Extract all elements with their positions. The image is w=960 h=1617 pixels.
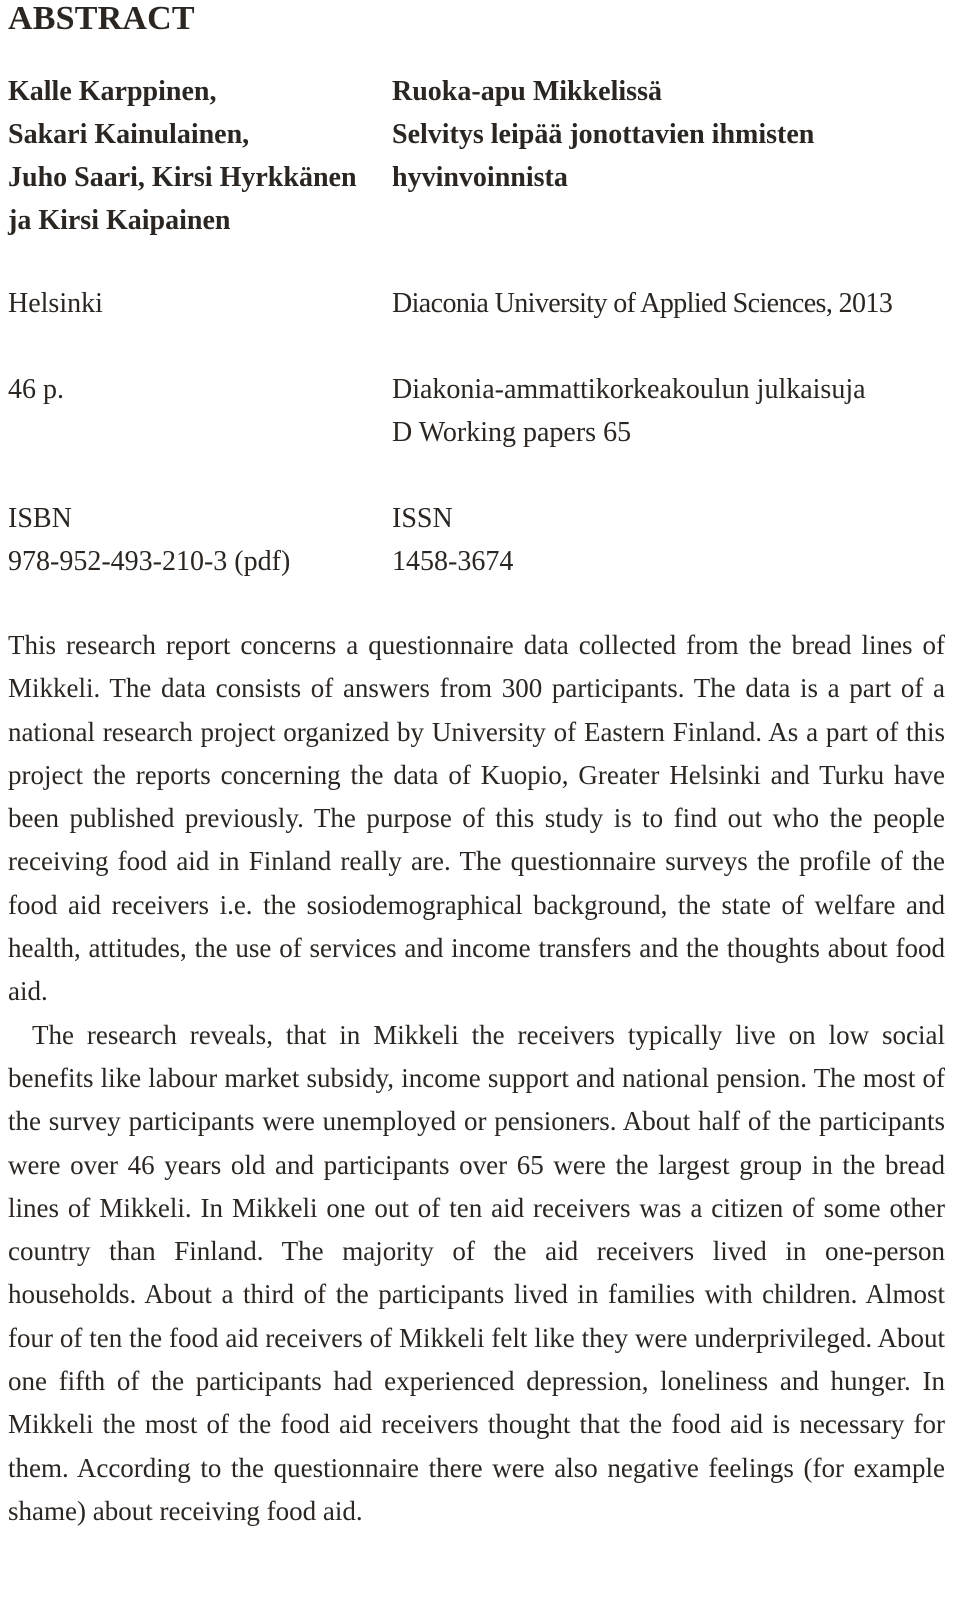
series-block xyxy=(392,368,948,454)
place-text: Helsinki xyxy=(8,288,103,319)
page-count-text: 46 p. xyxy=(8,374,64,405)
author-line: Kalle Karppinen, xyxy=(8,76,217,107)
series-line: Diakonia-ammattikorkeakoulun julkaisuja xyxy=(392,374,866,405)
abstract-heading: ABSTRACT xyxy=(8,0,195,37)
series-line: D Working papers 65 xyxy=(392,417,632,448)
publisher-text: Diaconia University of Applied Sciences, 2013 xyxy=(392,288,893,319)
issn-label: ISSN xyxy=(392,503,453,534)
author-line: Sakari Kainulainen, xyxy=(8,119,250,150)
abstract-body xyxy=(8,624,945,1533)
title-line: hyvinvoinnista xyxy=(392,162,568,193)
title-line: Ruoka-apu Mikkelissä xyxy=(392,76,662,107)
abstract-paragraph: The research reveals, that in Mikkeli the receivers typically live on low social benefits like labour market subsidy, income support and national pension. The most of the survey participants were unemployed or pensioners. About half of the participants were over 46 years old and participants over 65 were the largest group in the bread lines of Mikkeli. In Mikkeli one out of ten aid receivers was a citizen of some other country than Finland. The majority of the aid receivers lived in one-person households. About a third of the participants lived in families with children. Almost four of ten the food aid receivers of Mikkeli felt like they were underprivileged. About one fifth of the participants had experienced depression, loneliness and hunger. In Mikkeli the most of the food aid receivers thought that the food aid is necessary for them. According to the questionnaire there were also negative feelings (for example shame) about receiving food aid. xyxy=(8,1019,945,1526)
title-line: Selvitys leipää jonottavien ihmisten xyxy=(392,119,815,150)
isbn-value: 978-952-493-210-3 (pdf) xyxy=(8,546,291,577)
authors-block xyxy=(8,70,388,242)
publisher xyxy=(392,282,948,325)
isbn-label: ISBN xyxy=(8,503,72,534)
issn-block xyxy=(392,497,948,583)
abstract-paragraph: This research report concerns a questionnaire data collected from the bread lines of Mikkeli. The data consists of answers from 300 participants. The data is a part of a national research project organized by University of Eastern Finland. As a part of this project the reports concerning the data of Kuopio, Greater Helsinki and Turku have been published previously. The purpose of this study is to find out who the people receiving food aid in Finland really are. The questionnaire surveys the profile of the food aid receivers i.e. the sosiodemographical background, the state of welfare and health, attitudes, the use of services and income transfers and the thoughts about food aid. xyxy=(8,630,945,1007)
author-line: ja Kirsi Kaipainen xyxy=(8,205,231,236)
isbn-block xyxy=(8,497,388,583)
author-line: Juho Saari, Kirsi Hyrkkänen xyxy=(8,162,357,193)
title-block xyxy=(392,70,948,199)
place xyxy=(8,282,388,325)
issn-value: 1458-3674 xyxy=(392,546,514,577)
page-count xyxy=(8,368,388,411)
